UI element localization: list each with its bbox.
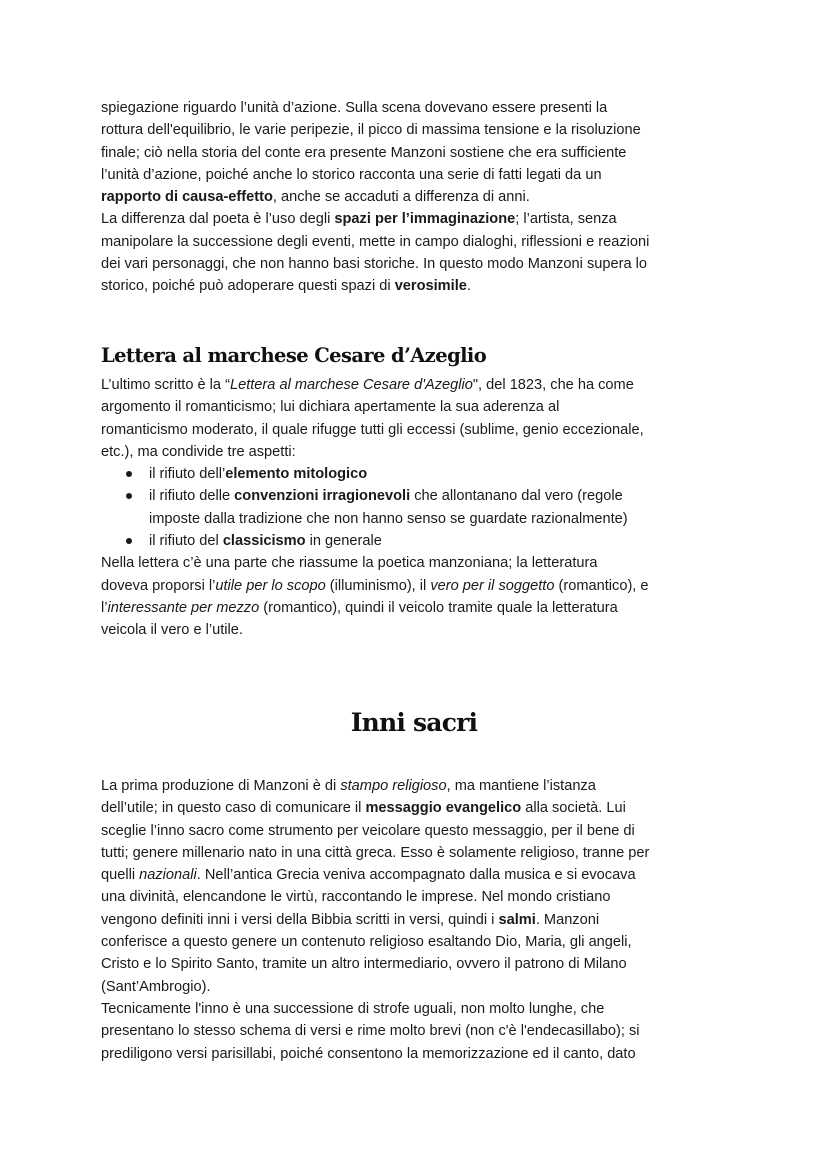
italic-term: vero per il soggetto — [430, 577, 555, 594]
list-item: il rifiuto del classicismo in generale — [101, 530, 741, 552]
list-item: il rifiuto delle convenzioni irragionevoli che allontanano dal vero (regole imposte dalla tradizione che non hanno senso se guardate razionalmente) — [101, 485, 741, 530]
text-line: quelli nazionali. Nell’antica Grecia veniva accompagnato dalla musica e si evocava — [101, 867, 636, 884]
text-line: doveva proporsi l’utile per lo scopo (illuminismo), il vero per il soggetto (romantico), e — [101, 577, 649, 594]
section-heading-lettera: Lettera al marchese Cesare d’Azeglio — [101, 344, 487, 367]
text-line: veicola il vero e l’utile. — [101, 622, 243, 639]
bold-term: classicismo — [222, 533, 306, 550]
text-line: finale; ciò nella storia del conte era presente Manzoni sostiene che era sufficiente — [101, 144, 627, 161]
text-line: una divinità, elencandone le virtù, raccontando le imprese. Nel mondo cristiano — [101, 889, 611, 906]
text-line: manipolare la successione degli eventi, mette in campo dialoghi, riflessioni e reazioni — [101, 233, 650, 250]
italic-term: utile per lo scopo — [215, 577, 326, 594]
inni-section-body — [101, 775, 741, 1065]
list-item: il rifiuto dell’elemento mitologico — [101, 463, 741, 485]
text-line: L’ultimo scritto è la “Lettera al marchese Cesare d'Azeglio", del 1823, che ha come — [101, 377, 634, 393]
text-line: l’unità d’azione, poiché anche lo storico racconta una serie di fatti legati da un — [101, 166, 602, 183]
bold-term: rapporto di causa-effetto — [101, 189, 273, 206]
text-line: Nella lettera c’è una parte che riassume la poetica manzoniana; la letteratura — [101, 555, 598, 572]
italic-term: nazionali — [139, 867, 197, 884]
text-line: storico, poiché può adoperare questi spazi di verosimile. — [101, 278, 471, 295]
bold-term: verosimile — [394, 278, 467, 295]
text-line: spiegazione riguardo l’unità d’azione. Sulla scena dovevano essere presenti la — [101, 100, 608, 116]
bullet-icon — [126, 493, 132, 499]
bold-term: messaggio evangelico — [365, 800, 522, 817]
text-line: etc.), ma condivide tre aspetti: — [101, 443, 296, 460]
aspects-list — [101, 463, 741, 552]
text-line: rapporto di causa-effetto, anche se accaduti a differenza di anni. — [101, 189, 530, 206]
section-title-inni-sacri: Inni sacri — [350, 708, 478, 737]
text-line: rottura dell'equilibrio, le varie peripezie, il picco di massima tensione e la risoluzione — [101, 122, 641, 139]
text-line: prediligono versi parisillabi, poiché consentono la memorizzazione ed il canto, dato — [101, 1045, 636, 1062]
text-line: conferisce a questo genere un contenuto religioso esaltando Dio, Maria, gli angeli, — [101, 934, 632, 951]
text-line: La prima produzione di Manzoni è di stampo religioso, ma mantiene l’istanza — [101, 778, 596, 794]
text-line: Tecnicamente l'inno è una successione di strofe uguali, non molto lunghe, che — [101, 1000, 605, 1017]
italic-term: Lettera al marchese Cesare d'Azeglio — [229, 377, 473, 393]
text-line: vengono definiti inni i versi della Bibbia scritti in versi, quindi i salmi. Manzoni — [101, 911, 600, 928]
intro-paragraph — [101, 97, 741, 298]
bold-term: spazi per l’immaginazione — [334, 211, 516, 228]
bold-term: elemento mitologico — [225, 466, 368, 483]
text-line: La differenza dal poeta è l’uso degli spazi per l’immaginazione; l’artista, senza — [101, 211, 617, 228]
bold-term: salmi — [498, 911, 536, 928]
lettera-section-body — [101, 374, 741, 642]
italic-term: stampo religioso — [340, 778, 447, 794]
text-line: Cristo e lo Spirito Santo, tramite un altro intermediario, ovvero il patrono di Milano — [101, 956, 627, 973]
text-line: presentano lo stesso schema di versi e rime molto brevi (non c'è l'endecasillabo); si — [101, 1023, 640, 1040]
bold-term: convenzioni irragionevoli — [234, 488, 411, 505]
text-line: argomento il romanticismo; lui dichiara apertamente la sua aderenza al — [101, 399, 560, 416]
text-line: tutti; genere millenario nato in una città greca. Esso è solamente religioso, tranne per — [101, 844, 650, 861]
text-line: (Sant’Ambrogio). — [101, 978, 211, 995]
text-line: l’interessante per mezzo (romantico), quindi il veicolo tramite quale la letteratura — [101, 599, 618, 616]
text-line: dei vari personaggi, che non hanno basi storiche. In questo modo Manzoni supera lo — [101, 256, 647, 273]
text-line: dell’utile; in questo caso di comunicare il messaggio evangelico alla società. Lui — [101, 800, 626, 817]
bullet-icon — [126, 538, 132, 544]
bullet-icon — [126, 471, 132, 477]
text-line: romanticismo moderato, il quale rifugge tutti gli eccessi (sublime, genio eccezionale, — [101, 421, 644, 438]
text-line: sceglie l’inno sacro come strumento per veicolare questo messaggio, per il bene di — [101, 822, 635, 839]
italic-term: interessante per mezzo — [107, 599, 260, 616]
